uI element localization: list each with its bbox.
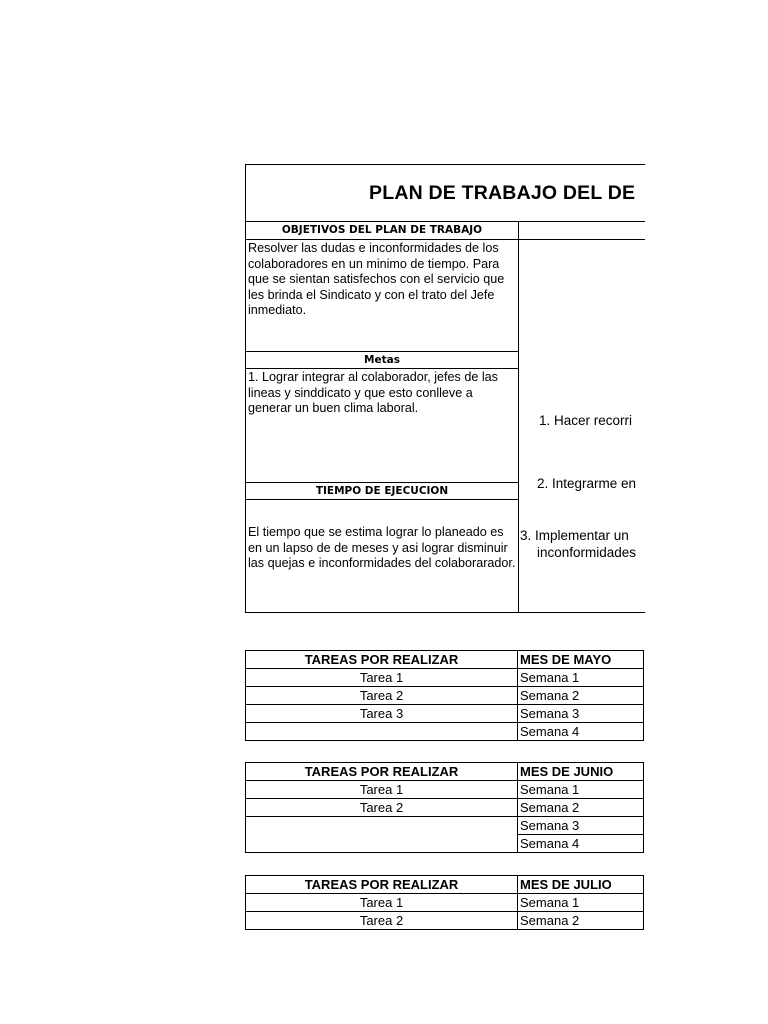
step-1: 1. Hacer recorri xyxy=(539,413,633,428)
task-cell: Tarea 1 xyxy=(246,669,518,687)
task-cell: Tarea 1 xyxy=(246,894,518,912)
objetivos-text: Resolver las dudas e inconformidades de los colaboradores en un minimo de tiempo. Para que se sientan satisfechos con el servicio que les brinda el Sindicato y con el trato del Jefe inmediato. xyxy=(248,241,505,318)
task-cell-merged xyxy=(246,817,518,853)
table-row xyxy=(246,799,644,817)
metas-section xyxy=(246,351,518,482)
week-cell: Semana 4 xyxy=(518,723,644,741)
tasks-column-header: TAREAS POR REALIZAR xyxy=(246,876,518,894)
tiempo-header: TIEMPO DE EJECUCION xyxy=(246,482,518,500)
plan-block xyxy=(245,164,645,613)
tasks-table-mayo xyxy=(245,650,644,741)
step-3: 3. Implementar un xyxy=(520,528,629,543)
metas-text: 1. Lograr integrar al colaborador, jefes de las lineas y sinddicato y que esto conlleve a generar un buen clima laboral. xyxy=(248,370,498,416)
week-cell: Semana 1 xyxy=(518,894,644,912)
week-cell: Semana 2 xyxy=(518,912,644,930)
month-column-header: MES DE MAYO xyxy=(518,651,644,669)
task-cell: Tarea 1 xyxy=(246,781,518,799)
week-cell: Semana 4 xyxy=(518,835,644,853)
table-row xyxy=(246,781,644,799)
tiempo-section xyxy=(246,482,518,613)
table-header-row xyxy=(246,876,644,894)
table-row xyxy=(246,894,644,912)
week-cell: Semana 3 xyxy=(518,817,644,835)
plan-right-header-cell xyxy=(518,222,645,240)
table-header-row xyxy=(246,651,644,669)
tiempo-text: El tiempo que se estima lograr lo planeado es en un lapso de de meses y asi lograr disminuir las quejas e inconformidades del colaborarador. xyxy=(248,525,516,571)
week-cell: Semana 2 xyxy=(518,799,644,817)
plan-right-column xyxy=(518,239,645,613)
plan-title: PLAN DE TRABAJO DEL DE xyxy=(246,165,645,222)
task-cell xyxy=(246,723,518,741)
week-cell: Semana 2 xyxy=(518,687,644,705)
week-cell: Semana 1 xyxy=(518,669,644,687)
tasks-table-julio xyxy=(245,875,644,930)
table-row xyxy=(246,687,644,705)
tasks-table-junio xyxy=(245,762,644,853)
table-row xyxy=(246,669,644,687)
step-3-continued: inconformidades xyxy=(537,545,637,560)
objetivos-section xyxy=(246,222,518,352)
task-cell: Tarea 2 xyxy=(246,687,518,705)
month-column-header: MES DE JULIO xyxy=(518,876,644,894)
task-cell: Tarea 2 xyxy=(246,799,518,817)
table-header-row xyxy=(246,763,644,781)
week-cell: Semana 1 xyxy=(518,781,644,799)
metas-header: Metas xyxy=(246,351,518,369)
tasks-column-header: TAREAS POR REALIZAR xyxy=(246,651,518,669)
table-row xyxy=(246,912,644,930)
month-column-header: MES DE JUNIO xyxy=(518,763,644,781)
week-cell: Semana 3 xyxy=(518,705,644,723)
table-row xyxy=(246,817,644,835)
table-row xyxy=(246,723,644,741)
step-2: 2. Integrarme en xyxy=(537,476,637,491)
task-cell: Tarea 3 xyxy=(246,705,518,723)
task-cell: Tarea 2 xyxy=(246,912,518,930)
objetivos-header: OBJETIVOS DEL PLAN DE TRABAJO xyxy=(246,222,518,240)
tasks-column-header: TAREAS POR REALIZAR xyxy=(246,763,518,781)
table-row xyxy=(246,705,644,723)
